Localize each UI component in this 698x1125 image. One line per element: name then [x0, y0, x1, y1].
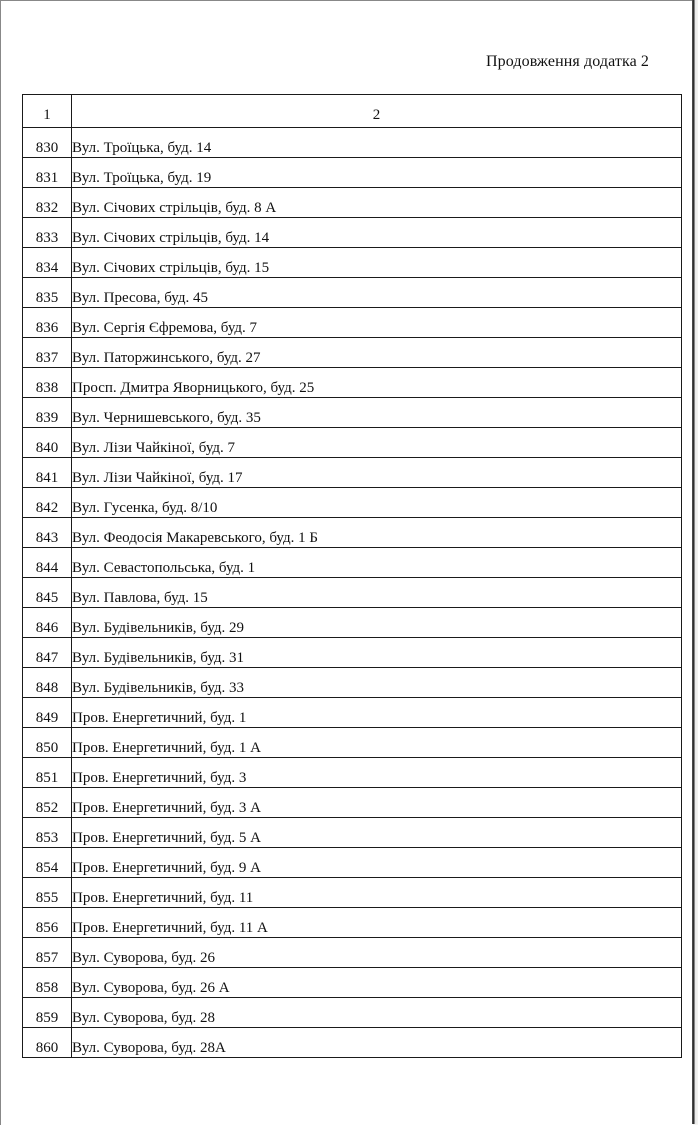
row-address: Просп. Дмитра Яворницького, буд. 25 — [72, 368, 682, 398]
table-row — [23, 548, 682, 578]
table-row — [23, 668, 682, 698]
table-row — [23, 608, 682, 638]
table-row — [23, 248, 682, 278]
table-row — [23, 278, 682, 308]
row-number: 854 — [23, 848, 72, 878]
row-address: Пров. Енергетичний, буд. 1 — [72, 698, 682, 728]
row-address: Вул. Троїцька, буд. 14 — [72, 128, 682, 158]
table-row — [23, 968, 682, 998]
table-row — [23, 458, 682, 488]
table-row — [23, 578, 682, 608]
table-row — [23, 728, 682, 758]
page-edge — [692, 0, 698, 1124]
row-number: 843 — [23, 518, 72, 548]
row-number: 836 — [23, 308, 72, 338]
table-row — [23, 158, 682, 188]
row-address: Вул. Троїцька, буд. 19 — [72, 158, 682, 188]
row-number: 837 — [23, 338, 72, 368]
row-number: 847 — [23, 638, 72, 668]
table-row — [23, 308, 682, 338]
row-address: Вул. Січових стрільців, буд. 14 — [72, 218, 682, 248]
row-number: 846 — [23, 608, 72, 638]
row-number: 859 — [23, 998, 72, 1028]
row-number: 833 — [23, 218, 72, 248]
row-address: Вул. Лізи Чайкіної, буд. 17 — [72, 458, 682, 488]
table-row — [23, 698, 682, 728]
table-row — [23, 908, 682, 938]
row-address: Пров. Енергетичний, буд. 11 — [72, 878, 682, 908]
row-number: 858 — [23, 968, 72, 998]
table-row — [23, 1028, 682, 1058]
row-number: 851 — [23, 758, 72, 788]
table-row — [23, 518, 682, 548]
row-number: 838 — [23, 368, 72, 398]
row-number: 840 — [23, 428, 72, 458]
table-row — [23, 998, 682, 1028]
row-number: 852 — [23, 788, 72, 818]
row-number: 849 — [23, 698, 72, 728]
table-header-row — [23, 95, 682, 128]
row-number: 831 — [23, 158, 72, 188]
row-number: 841 — [23, 458, 72, 488]
row-number: 860 — [23, 1028, 72, 1058]
row-address: Пров. Енергетичний, буд. 3 — [72, 758, 682, 788]
continuation-label: Продовження додатка 2 — [486, 53, 649, 70]
row-number: 853 — [23, 818, 72, 848]
row-address: Вул. Паторжинського, буд. 27 — [72, 338, 682, 368]
row-address: Вул. Будівельників, буд. 33 — [72, 668, 682, 698]
row-number: 844 — [23, 548, 72, 578]
table-row — [23, 338, 682, 368]
row-address: Вул. Лізи Чайкіної, буд. 7 — [72, 428, 682, 458]
table-row — [23, 188, 682, 218]
column-header-address: 2 — [72, 95, 682, 128]
row-number: 830 — [23, 128, 72, 158]
table-row — [23, 848, 682, 878]
row-address: Вул. Суворова, буд. 26 А — [72, 968, 682, 998]
table-row — [23, 938, 682, 968]
row-number: 832 — [23, 188, 72, 218]
row-number: 855 — [23, 878, 72, 908]
row-address: Вул. Гусенка, буд. 8/10 — [72, 488, 682, 518]
table-row — [23, 788, 682, 818]
row-address: Пров. Енергетичний, буд. 11 А — [72, 908, 682, 938]
table-row — [23, 218, 682, 248]
table-row — [23, 638, 682, 668]
row-number: 845 — [23, 578, 72, 608]
row-address: Пров. Енергетичний, буд. 1 А — [72, 728, 682, 758]
row-number: 835 — [23, 278, 72, 308]
table-row — [23, 428, 682, 458]
row-number: 842 — [23, 488, 72, 518]
row-address: Пров. Енергетичний, буд. 5 А — [72, 818, 682, 848]
row-number: 834 — [23, 248, 72, 278]
row-number: 839 — [23, 398, 72, 428]
row-address: Вул. Чернишевського, буд. 35 — [72, 398, 682, 428]
row-address: Вул. Суворова, буд. 28 — [72, 998, 682, 1028]
row-address: Вул. Феодосія Макаревського, буд. 1 Б — [72, 518, 682, 548]
row-number: 857 — [23, 938, 72, 968]
row-number: 848 — [23, 668, 72, 698]
table-row — [23, 368, 682, 398]
row-address: Вул. Севастопольська, буд. 1 — [72, 548, 682, 578]
row-address: Вул. Будівельників, буд. 29 — [72, 608, 682, 638]
row-number: 856 — [23, 908, 72, 938]
row-number: 850 — [23, 728, 72, 758]
row-address: Вул. Павлова, буд. 15 — [72, 578, 682, 608]
table-row — [23, 818, 682, 848]
column-header-number: 1 — [23, 95, 72, 128]
row-address: Вул. Січових стрільців, буд. 15 — [72, 248, 682, 278]
table-row — [23, 488, 682, 518]
table-row — [23, 758, 682, 788]
address-table — [22, 94, 682, 1058]
row-address: Вул. Пресова, буд. 45 — [72, 278, 682, 308]
row-address: Вул. Будівельників, буд. 31 — [72, 638, 682, 668]
table-row — [23, 398, 682, 428]
table-row — [23, 128, 682, 158]
row-address: Вул. Січових стрільців, буд. 8 А — [72, 188, 682, 218]
row-address: Вул. Суворова, буд. 28А — [72, 1028, 682, 1058]
table-row — [23, 878, 682, 908]
row-address: Вул. Суворова, буд. 26 — [72, 938, 682, 968]
row-address: Пров. Енергетичний, буд. 3 А — [72, 788, 682, 818]
row-address: Вул. Сергія Єфремова, буд. 7 — [72, 308, 682, 338]
row-address: Пров. Енергетичний, буд. 9 А — [72, 848, 682, 878]
